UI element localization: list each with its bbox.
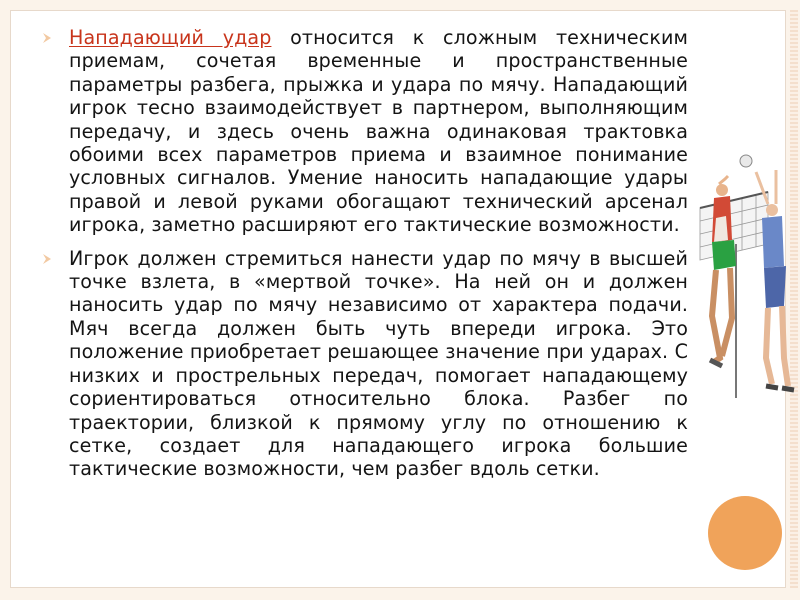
bullet-icon [42, 33, 52, 43]
paragraph-dead-point [42, 247, 688, 481]
paragraph-text: относится к сложным техническим приемам, сочетая временные и пространственные параметры разбега, прыжка и удара по мячу. Нападающий игрок тесно взаимодействует в партнером, выполняющим передачу, и здесь очень важна одинаковая трактовка обоими всех параметров приема и взаимное понимание условных сигналов. Умение наносить нападающие удары правой и левой руками обогащают технический арсенал игрока, заметно расширяют его тактические возможности. [69, 26, 688, 237]
attack-hit-link[interactable]: Нападающий удар [69, 26, 272, 49]
volleyball-players-icon [692, 148, 796, 406]
slide-content [42, 26, 688, 491]
paragraph-text: Игрок должен стремиться нанести удар по мячу в высшей точке взлета, в «мертвой точке». На ней он и должен наносить удар по мячу независимо от характера подачи. Мяч всегда должен быть чуть впереди игрока. Это положение приобретает решающее значение при ударах. С низких и прострельных передач, помогает нападающему сориентироваться относительно блока. Разбег по траектории, близкой к прямому углу по отношению к сетке, создает для нападающего игрока большие тактические возможности, чем разбег вдоль сетки. [69, 246, 688, 481]
bullet-icon [42, 254, 52, 264]
paragraph-attack-hit [42, 26, 688, 237]
decorative-circle [708, 496, 782, 570]
ball-icon [740, 155, 752, 167]
